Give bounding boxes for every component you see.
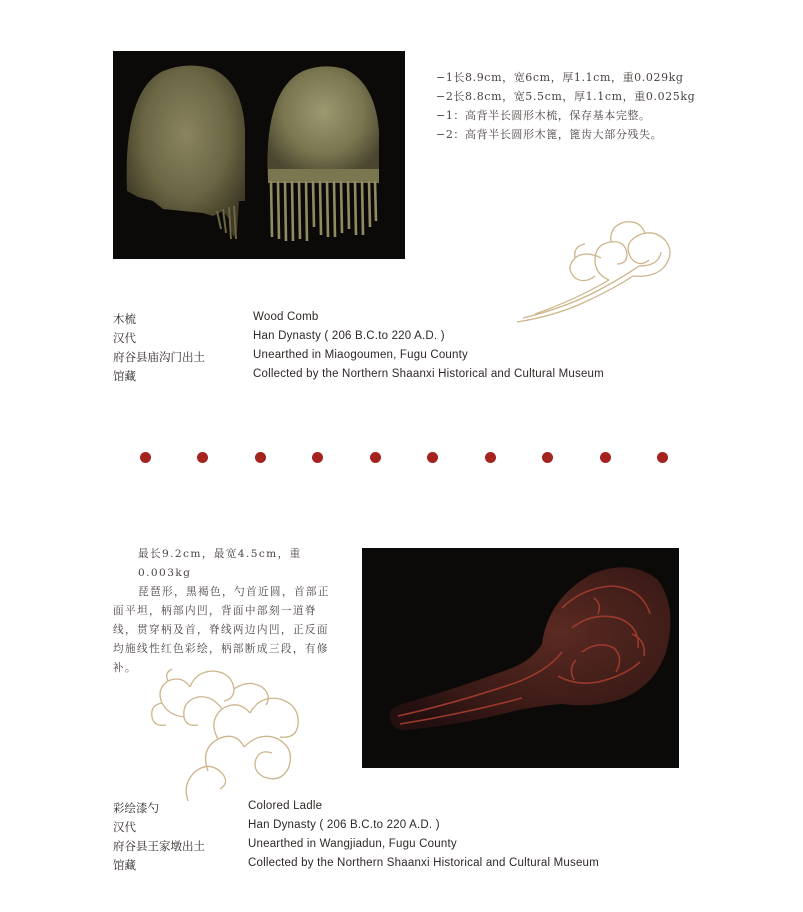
desc-line: 线，贯穿柄及首，脊线两边内凹，正反面	[113, 624, 329, 636]
spec-line: −2：高背半长圆形木篦，篦齿大部分残失。	[436, 128, 663, 141]
divider-dot-icon	[312, 452, 323, 463]
comb-specs	[436, 69, 695, 145]
comb-caption-zh	[113, 311, 205, 387]
caption-name-en: Wood Comb	[253, 311, 319, 323]
comb-caption-en	[253, 311, 604, 387]
caption-name-en: Colored Ladle	[248, 800, 323, 812]
ladle-photo	[362, 548, 679, 768]
divider-dot-icon	[370, 452, 381, 463]
ladle-caption-en	[248, 800, 599, 876]
caption-dynasty-en: Han Dynasty ( 206 B.C.to 220 A.D. )	[253, 330, 445, 342]
divider-dot-icon	[485, 452, 496, 463]
divider-dot-icon	[197, 452, 208, 463]
ladle-illustration	[362, 548, 679, 768]
caption-collection-en: Collected by the Northern Shaanxi Historical and Cultural Museum	[253, 368, 604, 380]
auspicious-cloud-icon	[148, 665, 308, 803]
caption-dynasty-zh: 汉代	[113, 331, 136, 345]
caption-origin-zh: 府谷县庙沟门出土	[113, 350, 205, 364]
auspicious-cloud-icon	[515, 218, 680, 326]
caption-origin-en: Unearthed in Miaogoumen, Fugu County	[253, 349, 468, 361]
ladle-description	[113, 545, 353, 678]
caption-collection-zh: 馆藏	[113, 369, 136, 383]
desc-line: 补。	[113, 662, 137, 674]
desc-line: 最长9.2cm，最宽4.5cm，重0.003kg	[138, 548, 302, 579]
caption-dynasty-zh: 汉代	[113, 820, 136, 834]
caption-collection-zh: 馆藏	[113, 858, 136, 872]
ladle-caption-zh	[113, 800, 205, 876]
divider-dot-icon	[657, 452, 668, 463]
divider-dot-icon	[255, 452, 266, 463]
dot-divider	[140, 452, 670, 463]
desc-line: 均施线性红色彩绘，柄部断成三段，有修	[113, 643, 329, 655]
desc-line: 琵琶形，黑褐色，勺首近圆，首部正	[138, 586, 330, 598]
caption-collection-en: Collected by the Northern Shaanxi Historical and Cultural Museum	[248, 857, 599, 869]
divider-dot-icon	[542, 452, 553, 463]
comb-photo	[113, 51, 405, 259]
spec-line: −1长8.9cm，宽6cm，厚1.1cm，重0.029kg	[436, 71, 684, 84]
divider-dot-icon	[140, 452, 151, 463]
spec-line: −2长8.8cm，宽5.5cm，厚1.1cm，重0.025kg	[436, 90, 696, 103]
comb-illustration	[113, 51, 405, 259]
caption-origin-en: Unearthed in Wangjiadun, Fugu County	[248, 838, 457, 850]
caption-dynasty-en: Han Dynasty ( 206 B.C.to 220 A.D. )	[248, 819, 440, 831]
spec-line: −1：高背半长圆形木梳，保存基本完整。	[436, 109, 651, 122]
divider-dot-icon	[600, 452, 611, 463]
divider-dot-icon	[427, 452, 438, 463]
caption-name-zh: 木梳	[113, 312, 136, 326]
caption-origin-zh: 府谷县王家墩出土	[113, 839, 205, 853]
caption-name-zh: 彩绘漆勺	[113, 801, 159, 815]
desc-line: 面平坦，柄部内凹，背面中部刻一道脊	[113, 605, 317, 617]
